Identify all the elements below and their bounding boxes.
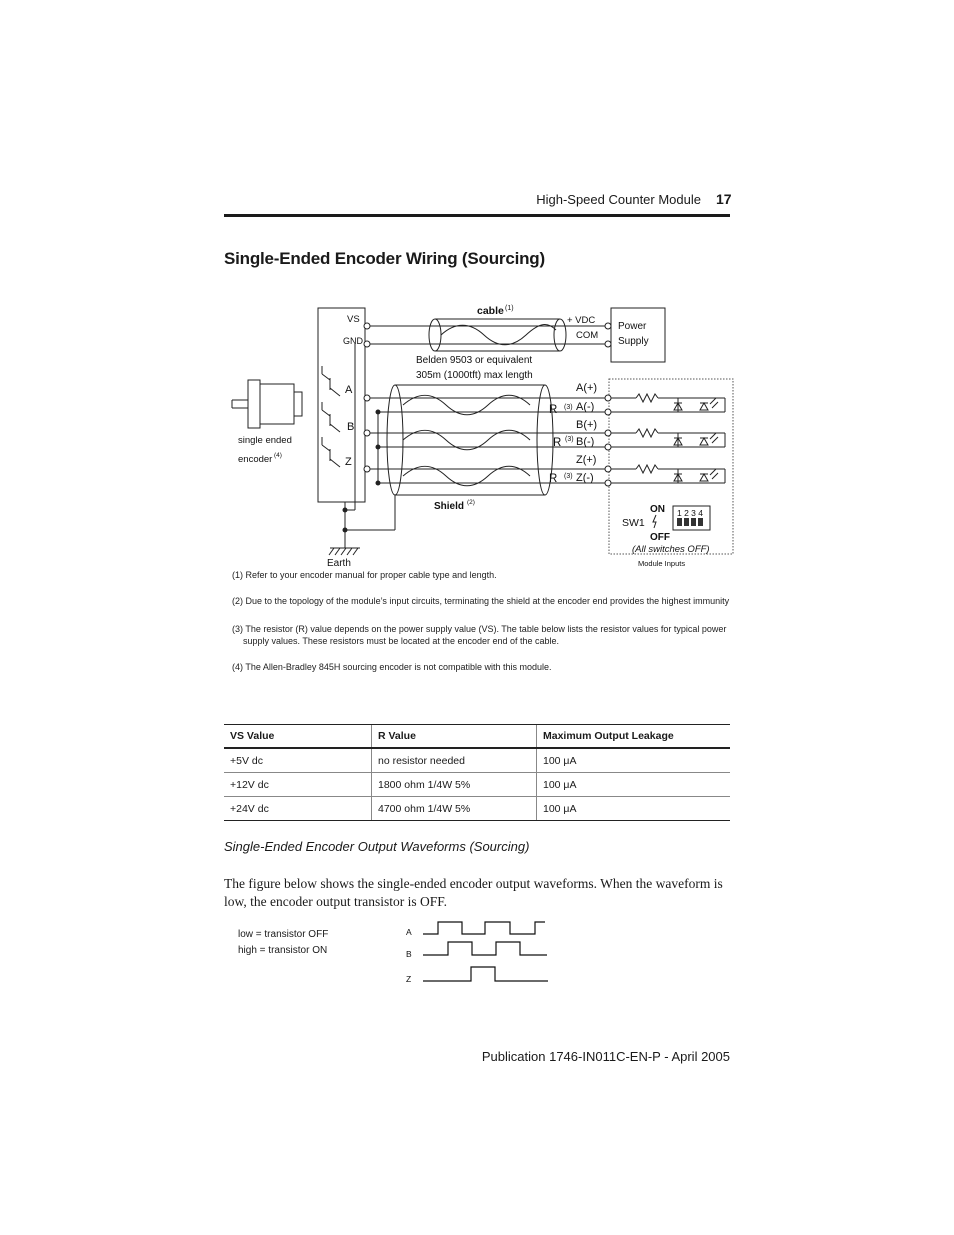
encoder-note: (4): [274, 452, 282, 459]
table-cell: +24V dc: [224, 797, 372, 821]
vdc-label: + VDC: [567, 315, 596, 326]
publication-footer: Publication 1746-IN011C-EN-P - April 2005: [481, 1049, 730, 1064]
gnd-label: GND: [343, 336, 363, 346]
z-plus-label: Z(+): [576, 454, 597, 466]
module-inputs-label: Module Inputs: [638, 559, 686, 568]
channel-a-label: A: [345, 384, 353, 396]
table-cell: no resistor needed: [372, 748, 537, 773]
z-minus-label: Z(-): [576, 472, 594, 484]
footnote-3: [232, 623, 732, 647]
encoder-body-icon: [232, 380, 302, 428]
r-label-a: R: [549, 404, 558, 416]
switch-off-label: OFF: [650, 532, 670, 543]
transistor-a-icon: [322, 366, 340, 396]
waveform-title: Single-Ended Encoder Output Waveforms (Sourcing): [224, 839, 530, 854]
waveform-label-a: A: [406, 927, 412, 937]
power-supply-box: [611, 308, 665, 362]
waveform-z: [423, 967, 548, 981]
footnote-4: (4) The Allen-Bradley 845H sourcing encoder is not compatible with this module.: [232, 662, 552, 672]
table-cell: 100 μA: [537, 748, 731, 773]
resistor-value-table: [224, 724, 730, 821]
body-paragraph: The figure below shows the single-ended encoder output waveforms. When the waveform is low, the encoder output transistor is OFF.: [224, 876, 723, 909]
signal-cable-icon: [387, 385, 553, 495]
belden-line2: 305m (1000tft) max length: [416, 370, 533, 381]
shield-note: (2): [467, 499, 475, 506]
belden-line1: Belden 9503 or equivalent: [416, 355, 533, 366]
channel-z-label: Z: [345, 456, 352, 468]
table-header-row: [224, 725, 730, 749]
input-circuit-z-icon: [611, 465, 725, 483]
module-terminals: [605, 395, 611, 486]
page-number: 17: [716, 191, 732, 207]
wiring-diagram: [0, 0, 954, 600]
waveform-b: [423, 942, 547, 955]
switch-arrow-icon: [653, 515, 656, 528]
switch-on-label: ON: [650, 504, 665, 515]
vs-label: VS: [347, 314, 360, 325]
section-title: Single-Ended Encoder Wiring (Sourcing): [224, 249, 545, 268]
all-switches-off-label: (All switches OFF): [632, 544, 710, 555]
footnote-3-line1: (3) The resistor (R) value depends on the power supply value (VS). The table below lists the resistor values for typical power: [232, 624, 727, 634]
r-note-a: (3): [564, 404, 573, 411]
shield-label: Shield: [434, 501, 465, 512]
input-circuit-b-icon: [611, 429, 725, 447]
table-cell: 1800 ohm 1/4W 5%: [372, 773, 537, 797]
footnote-3-line2: supply values. These resistors must be located at the encoder end of the cable.: [243, 636, 560, 646]
transistor-z-icon: [322, 437, 340, 467]
a-minus-label: A(-): [576, 401, 595, 413]
power-supply-line2: Supply: [618, 336, 649, 347]
b-minus-label: B(-): [576, 436, 595, 448]
earth-label: Earth: [327, 558, 351, 569]
waveform-diagram: [395, 915, 555, 990]
r-note-z: (3): [564, 473, 573, 480]
table-cell: 100 μA: [537, 773, 731, 797]
cable-note: (1): [505, 305, 514, 312]
power-cable-icon: [429, 319, 566, 351]
table-row: [224, 797, 730, 821]
table-cell: +12V dc: [224, 773, 372, 797]
table-header-cell: Maximum Output Leakage: [537, 725, 731, 749]
running-header-title: High-Speed Counter Module: [536, 192, 701, 207]
dip-switch-levers: [677, 518, 703, 526]
table-cell: +5V dc: [224, 748, 372, 773]
a-plus-label: A(+): [576, 382, 598, 394]
table-header-cell: VS Value: [224, 725, 372, 749]
transistor-b-icon: [322, 402, 340, 432]
footnote-1: (1) Refer to your encoder manual for proper cable type and length.: [232, 570, 497, 580]
table-header-cell: R Value: [372, 725, 537, 749]
r-label-b: R: [553, 437, 562, 449]
r-label-z: R: [549, 473, 558, 485]
vdc-terminal: [605, 323, 611, 329]
waveform-label-z: Z: [406, 974, 412, 984]
com-label: COM: [576, 330, 599, 341]
waveform-a: [423, 922, 545, 934]
input-circuit-a-icon: [611, 394, 725, 412]
b-plus-label: B(+): [576, 419, 598, 431]
encoder-label-line2: encoder: [238, 454, 273, 465]
com-terminal: [605, 341, 611, 347]
footnote-2: (2) Due to the topology of the module’s input circuits, terminating the shield at the encoder end provides the highest immunity: [232, 596, 730, 606]
channel-b-label: B: [347, 421, 355, 433]
power-supply-line1: Power: [618, 321, 647, 332]
table-cell: 100 μA: [537, 797, 731, 821]
cable-label: cable: [477, 305, 504, 317]
table-row: [224, 748, 730, 773]
switch-numbers: 1 2 3 4: [677, 508, 703, 518]
table-row: [224, 773, 730, 797]
earth-ground-icon: [329, 548, 360, 555]
waveform-label-b: B: [406, 949, 412, 959]
legend-low: low = transistor OFF: [238, 929, 329, 940]
legend-high: high = transistor ON: [238, 945, 328, 956]
table-cell: 4700 ohm 1/4W 5%: [372, 797, 537, 821]
r-note-b: (3): [565, 436, 574, 443]
encoder-label-line1: single ended: [238, 435, 292, 446]
sw1-label: SW1: [622, 517, 645, 529]
